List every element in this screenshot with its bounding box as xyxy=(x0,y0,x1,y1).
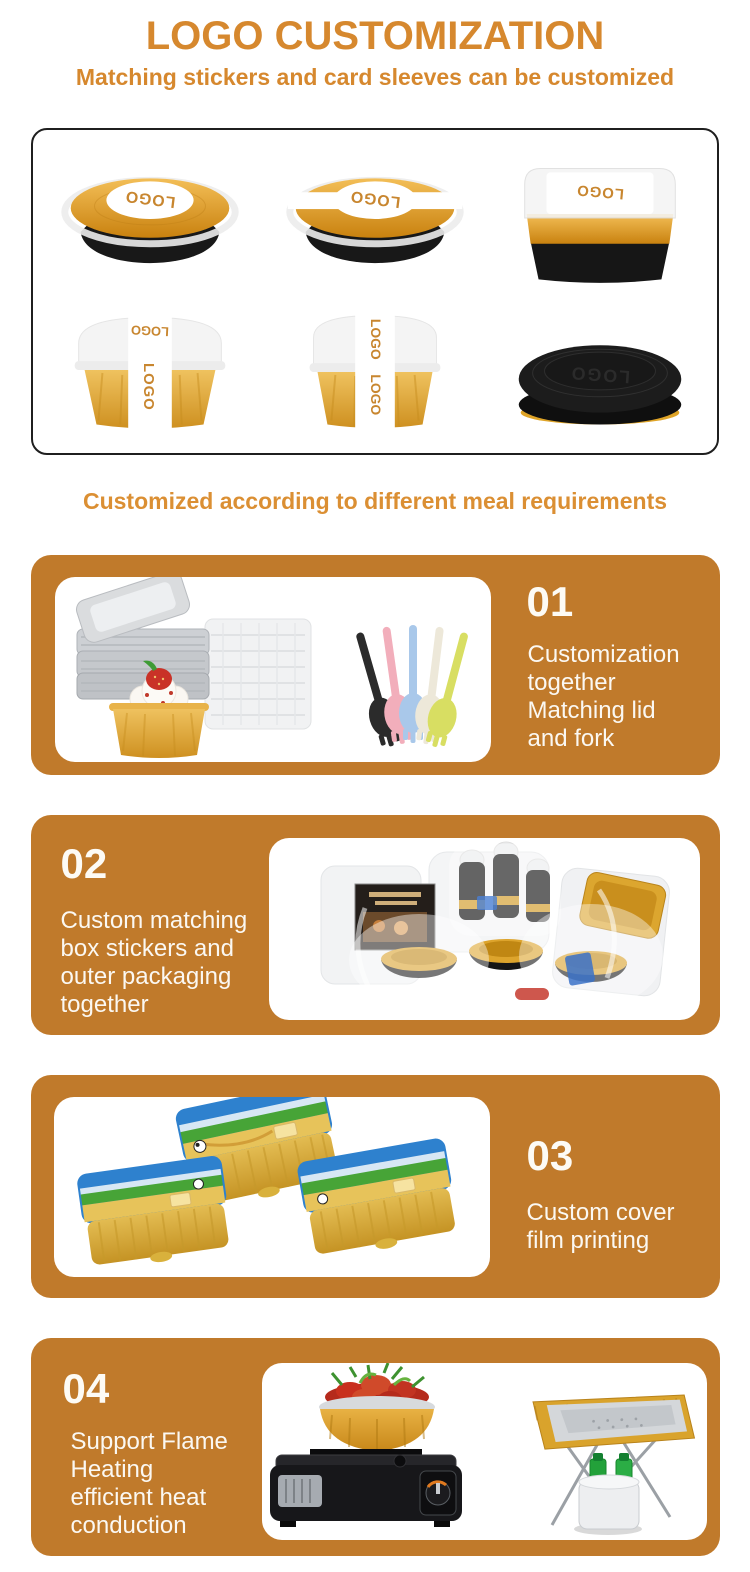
round-container-card-sleeve-image xyxy=(266,142,484,292)
foil-pan-stack xyxy=(73,577,208,699)
logo-label-text-vertical: LOGO xyxy=(139,362,156,411)
feature-number: 02 xyxy=(60,840,108,887)
wrapped-packaging-image xyxy=(269,838,700,1020)
logo-embossed-text: LOGO xyxy=(569,362,632,387)
blue-sticker xyxy=(477,896,497,910)
showcase-item-black-lid xyxy=(488,295,713,450)
gas-stove xyxy=(270,1449,462,1527)
feature-text-line: together xyxy=(60,991,149,1018)
black-round-lid-image xyxy=(491,297,709,447)
printed-cover-film-pans-image xyxy=(54,1097,490,1277)
feature-text xyxy=(61,907,261,1019)
feature-text-line: box stickers and xyxy=(60,935,234,962)
feature-text-line: film printing xyxy=(526,1227,650,1254)
feature-text xyxy=(71,1428,261,1540)
lids-and-forks-image xyxy=(55,577,491,762)
logo-label-text: LOGO xyxy=(576,181,625,202)
rect-container-image xyxy=(491,142,709,292)
feature-text-line: efficient heat xyxy=(70,1484,207,1511)
showcase-item-square-vertical-sleeve xyxy=(262,295,487,450)
product-showcase-box xyxy=(31,128,719,455)
feature-number: 03 xyxy=(526,1132,574,1179)
sporks xyxy=(345,625,478,750)
feature-text-line: Support Flame xyxy=(70,1428,228,1455)
feature-number: 04 xyxy=(62,1365,110,1412)
square-cup-vertical-sleeve-image xyxy=(266,297,484,447)
section-heading: Customized according to different meal requirements xyxy=(82,488,668,514)
printed-pan xyxy=(76,1155,234,1272)
flame-heating-image xyxy=(262,1363,707,1540)
feature-text-line: and fork xyxy=(527,725,615,752)
crawfish-bowl xyxy=(319,1363,435,1451)
square-cup-cross-sleeve-image xyxy=(41,297,259,447)
feature-text-line: together xyxy=(527,669,616,696)
feature-text-line: Custom cover xyxy=(526,1199,675,1226)
blue-sticker xyxy=(564,952,595,986)
feature-4-image-box xyxy=(262,1363,707,1540)
logo-label-text-vertical: LOGO xyxy=(368,374,385,415)
feature-text-line: Custom matching xyxy=(60,907,248,934)
feature-text xyxy=(528,641,708,753)
feature-number: 01 xyxy=(526,578,574,625)
page-subtitle: Matching stickers and card sleeves can be customized xyxy=(75,64,675,90)
feature-card-4 xyxy=(31,1338,720,1556)
feature-card-1 xyxy=(31,555,720,775)
feature-3-image-box xyxy=(54,1097,490,1277)
feature-text-line: outer packaging xyxy=(60,963,232,990)
feature-1-image-box xyxy=(55,577,491,762)
showcase-item-square-cross-sleeve xyxy=(37,295,262,450)
red-logo-sticker xyxy=(515,988,549,1000)
round-container-gold-lid-image xyxy=(41,142,259,292)
feature-card-2 xyxy=(31,815,720,1035)
showcase-item-rect-sleeve xyxy=(488,140,713,295)
logo-label-text-vertical: LOGO xyxy=(368,318,385,360)
feature-text-line: Customization xyxy=(527,641,680,668)
logo-label-text: LOGO xyxy=(349,187,402,211)
feature-text xyxy=(527,1199,712,1255)
logo-label-text: LOGO xyxy=(130,322,169,340)
feature-2-image-box xyxy=(269,838,700,1020)
showcase-item-round-sleeve xyxy=(262,140,487,295)
feature-text-line: conduction xyxy=(70,1512,187,1539)
feature-text-line: Matching lid xyxy=(527,697,656,724)
feature-card-3 xyxy=(31,1075,720,1298)
logo-label-text: LOGO xyxy=(123,187,176,211)
showcase-item-round-sticker xyxy=(37,140,262,295)
feature-text-line: Heating xyxy=(70,1456,154,1483)
page-title: LOGO CUSTOMIZATION xyxy=(145,14,605,58)
